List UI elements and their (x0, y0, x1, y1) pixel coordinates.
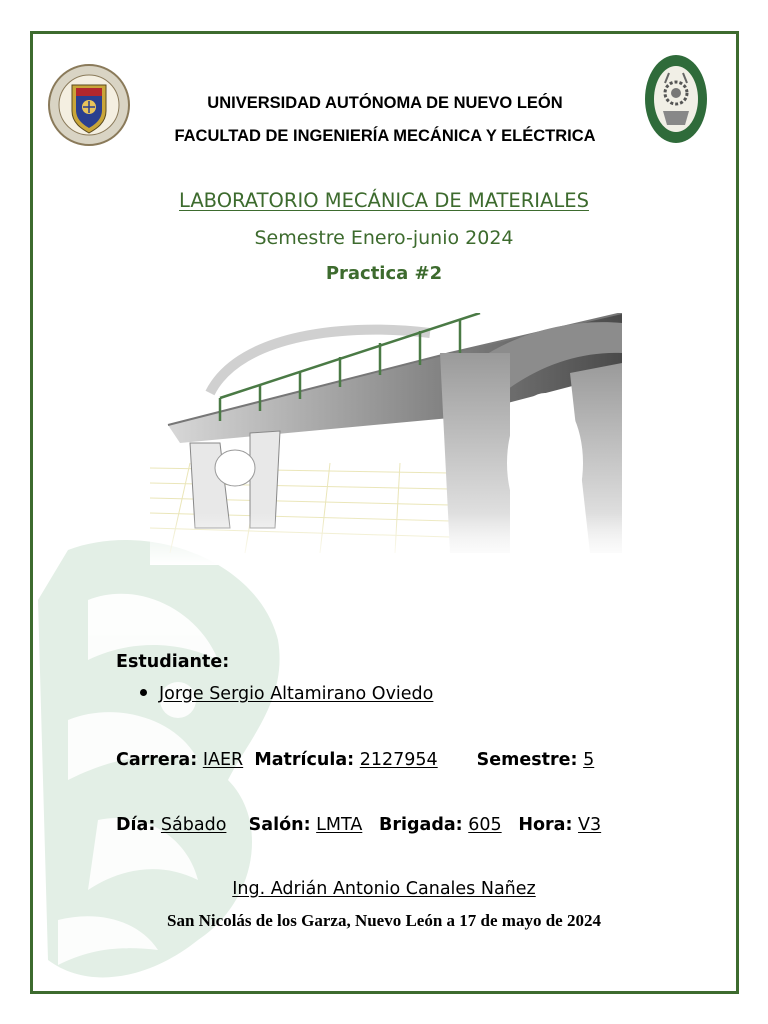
carrera-value: IAER (202, 750, 244, 770)
hora-label: Hora: (518, 815, 573, 835)
student-name: Jorge Sergio Altamirano Oviedo (159, 684, 434, 704)
semestre-label: Semestre: (476, 750, 578, 770)
dia-label: Día: (116, 815, 156, 835)
details-row-1 (116, 750, 594, 770)
matricula-label: Matrícula: (254, 750, 355, 770)
salon-value: LMTA (316, 815, 363, 835)
fime-seal-logo-icon (643, 53, 709, 145)
place-date: San Nicolás de los Garza, Nuevo León a 17 de mayo de 2024 (167, 911, 601, 930)
semestre-value: 5 (583, 750, 595, 770)
brigada-value: 605 (468, 815, 502, 835)
student-list-item (140, 684, 433, 704)
details-row-2 (116, 815, 601, 835)
bridge-illustration (150, 313, 622, 565)
dia-value: Sábado (160, 815, 227, 835)
faculty-name: FACULTAD DE INGENIERÍA MECÁNICA Y ELÉCTRICA (174, 127, 596, 145)
practice-title: Practica #2 (325, 263, 443, 284)
matricula-value: 2127954 (359, 750, 438, 770)
salon-label: Salón: (248, 815, 311, 835)
instructor-name: Ing. Adrián Antonio Canales Nañez (232, 879, 536, 899)
uanl-shield-logo-icon (48, 63, 130, 147)
student-label: Estudiante: (116, 652, 230, 672)
semester-title: Semestre Enero-junio 2024 (254, 227, 514, 249)
bullet-icon (140, 689, 147, 696)
university-name: UNIVERSIDAD AUTÓNOMA DE NUEVO LEÓN (207, 94, 563, 112)
hora-value: V3 (578, 815, 602, 835)
carrera-label: Carrera: (116, 750, 198, 770)
lab-title: LABORATORIO MECÁNICA DE MATERIALES (179, 189, 589, 212)
brigada-label: Brigada: (379, 815, 463, 835)
